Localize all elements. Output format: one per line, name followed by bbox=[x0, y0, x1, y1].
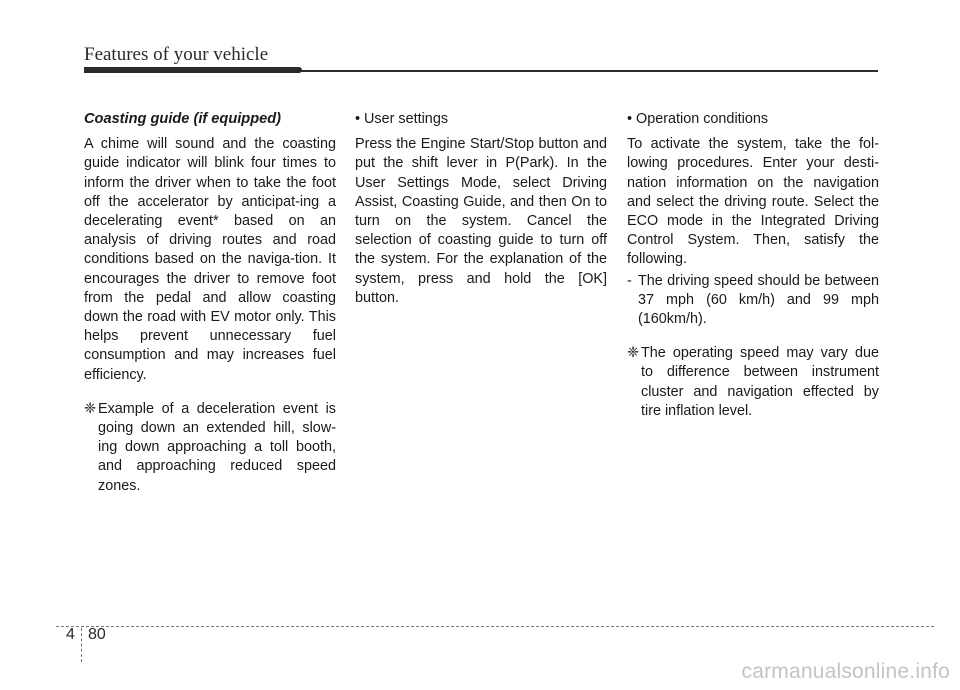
note-asterisk-icon: ❈ bbox=[84, 400, 97, 417]
section-heading-coasting-guide: Coasting guide (if equipped) bbox=[84, 111, 282, 127]
note-asterisk-icon: ❈ bbox=[627, 345, 640, 362]
footer-page-divider bbox=[81, 628, 82, 662]
footer-dashed-rule bbox=[56, 626, 934, 627]
header-rule-thick bbox=[84, 67, 302, 73]
column-coasting-guide bbox=[84, 110, 336, 496]
speed-condition-item bbox=[627, 272, 879, 330]
operation-conditions-description: To activate the system, take the fol-lowing procedures. Enter your desti-nation information on the navigation and select the driving route. Select the ECO mode in the Integrated Driving Control System. Then, satisfy the following. bbox=[627, 136, 879, 268]
column-operation-conditions bbox=[627, 110, 879, 421]
operating-speed-note bbox=[627, 344, 879, 421]
header-rule-thin bbox=[300, 70, 878, 72]
speed-condition-text: The driving speed should be between 37 mph (60 km/h) and 99 mph (160km/h). bbox=[638, 272, 879, 328]
deceleration-event-note bbox=[84, 400, 336, 496]
page-header-title: Features of your vehicle bbox=[84, 44, 269, 65]
user-settings-description: Press the Engine Start/Stop button and put the shift lever in P(Park). In the User Settings Mode, select Driving Assist, Coasting Guide, and then On to turn on the system. Cancel the selection of coasting guide to turn off the system. For the explanation of the system, press and hold the [OK] button. bbox=[355, 136, 607, 306]
bullet-heading-operation-conditions: • Operation conditions bbox=[627, 111, 769, 127]
note-text: Example of a deceleration event is going down an extended hill, slow-ing down approaching a toll booth, and approaching reduced speed zones. bbox=[98, 400, 336, 494]
page-number: 80 bbox=[88, 626, 106, 643]
bullet-heading-user-settings: • User settings bbox=[355, 111, 449, 127]
dash-bullet: - bbox=[627, 272, 632, 289]
site-watermark: carmanualsonline.info bbox=[741, 660, 950, 683]
note-text: The operating speed may vary due to difference between instrument cluster and navigation effected by tire inflation level. bbox=[641, 345, 879, 419]
column-user-settings bbox=[355, 110, 607, 308]
chapter-number: 4 bbox=[66, 626, 75, 643]
coasting-guide-description: A chime will sound and the coasting guide indicator will blink four times to inform the driver when to take the foot off the accelerator by anticipat-ing a decelerating event* based on an analysis of driving routes and road conditions based on the naviga-tion. It encourages the driver to remove foot from the pedal and allow coasting down the road with EV motor only. This helps prevent unnecessary fuel consumption and may increases fuel efficiency. bbox=[84, 136, 336, 383]
